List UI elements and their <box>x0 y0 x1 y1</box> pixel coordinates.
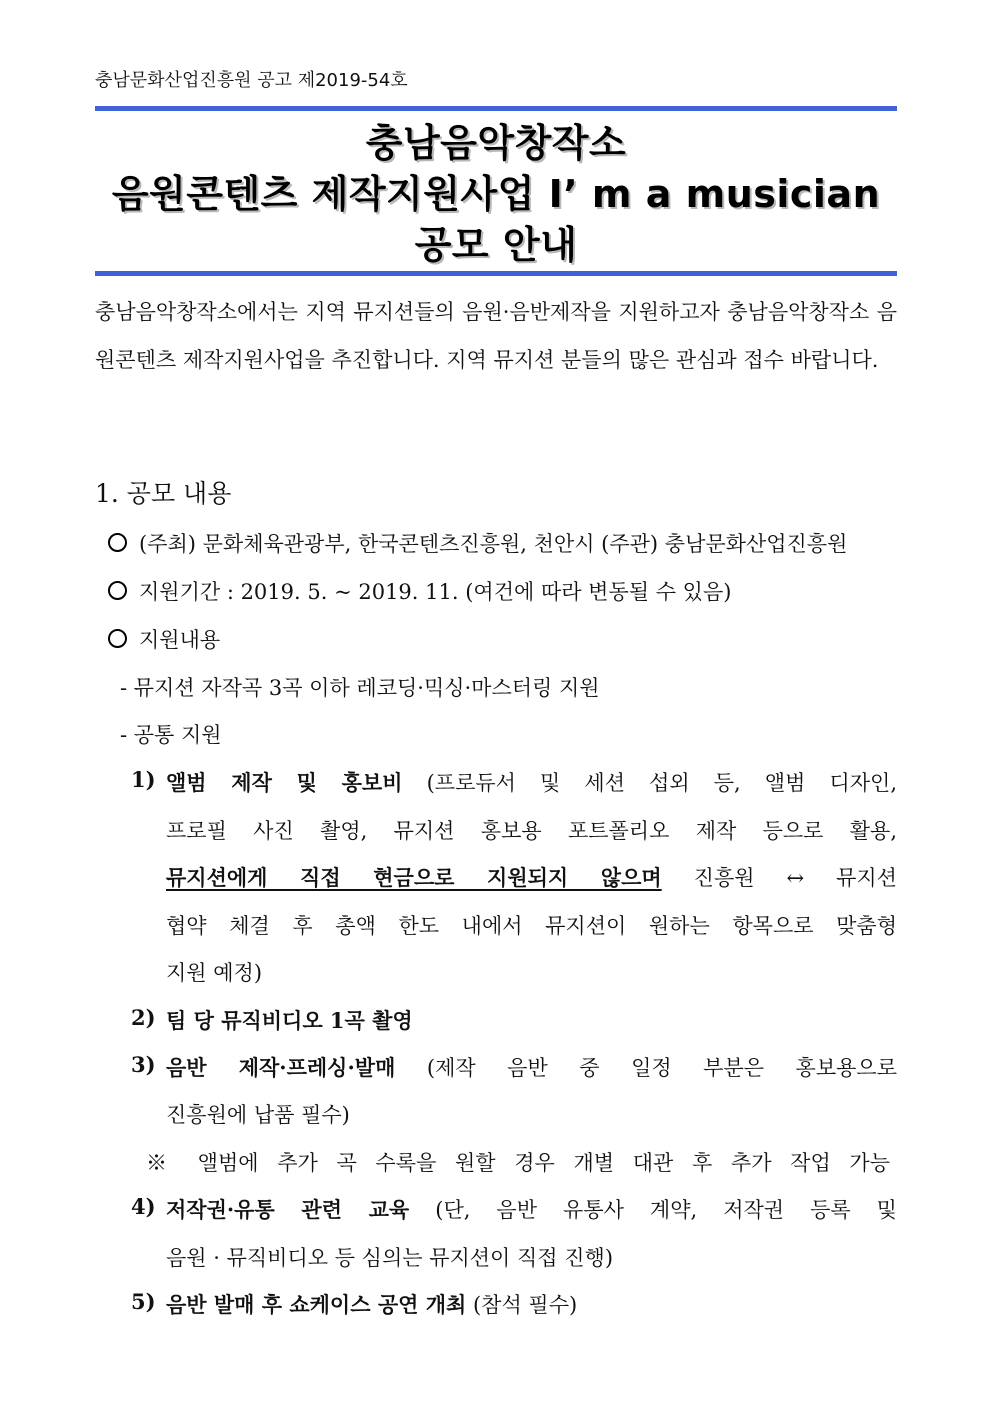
title-line-1: 충남음악창작소 <box>365 121 627 165</box>
underlined-note: 뮤지션에게 직접 현금으로 지원되지 않으며 <box>166 865 662 890</box>
item-text: (참석 필수) <box>472 1293 578 1317</box>
item-text: (프로듀서 및 세션 섭외 등, 앨범 디자인, <box>426 771 897 795</box>
bullet-text: 지원내용 <box>139 628 221 652</box>
item-1-line-2: 프로필 사진 촬영, 뮤지션 홍보용 포트폴리오 제작 등으로 활용, <box>166 819 897 843</box>
item-5-line-1 <box>166 1289 577 1319</box>
item-number: 1) <box>131 767 156 792</box>
section-heading: 1. 공모 내용 <box>95 479 232 508</box>
item-2-line-1: 팀 당 뮤직비디오 1곡 촬영 <box>166 1008 413 1033</box>
item-1-line-3 <box>166 862 897 892</box>
note-line: ※ 앨범에 추가 곡 수록을 원할 경우 개별 대관 후 추가 작업 가능 <box>146 1151 890 1175</box>
item-text: 진흥원 ↔ 뮤지션 <box>693 866 897 890</box>
item-text: (단, 음반 유통사 계약, 저작권 등록 및 <box>435 1198 897 1222</box>
item-bold: 음반 발매 후 쇼케이스 공연 개최 <box>166 1292 467 1317</box>
title-line-3: 공모 안내 <box>414 223 578 267</box>
item-1-line-1 <box>166 767 897 797</box>
item-1-line-5: 지원 예정) <box>166 961 263 985</box>
item-4-line-1 <box>166 1194 897 1224</box>
item-number: 2) <box>131 1005 156 1030</box>
item-1-line-4: 협약 체결 후 총액 한도 내에서 뮤지션이 원하는 항목으로 맞춤형 <box>166 914 897 938</box>
notice-number: 충남문화산업진흥원 공고 제2019-54호 <box>95 70 408 91</box>
title-line-2: 음원콘텐츠 제작지원사업 I’ m a musician <box>111 172 881 216</box>
dash-recording: - 뮤지션 자작곡 3곡 이하 레코딩·믹싱·마스터링 지원 <box>120 676 600 700</box>
intro-paragraph: 충남음악창작소에서는 지역 뮤지션들의 음원·음반제작을 지원하고자 충남음악창작소 음원콘텐츠 제작지원사업을 추진합니다. 지역 뮤지션 분들의 많은 관심과 접수 바랍니다. <box>95 300 897 372</box>
dash-common: - 공통 지원 <box>120 723 222 747</box>
item-3-line-1 <box>166 1052 897 1082</box>
bottom-rule <box>95 271 897 276</box>
bullet-text: (주최) 문화체육관광부, 한국콘텐츠진흥원, 천안시 (주관) 충남문화산업진흥원 <box>139 532 848 556</box>
item-number: 3) <box>131 1052 156 1077</box>
item-4-line-2: 음원 · 뮤직비디오 등 심의는 뮤지션이 직접 진행) <box>166 1246 614 1270</box>
bullet-host <box>108 528 847 558</box>
item-number: 5) <box>131 1289 156 1314</box>
circle-bullet-icon <box>108 629 127 648</box>
item-3-line-2: 진흥원에 납품 필수) <box>166 1103 350 1127</box>
bullet-period <box>108 576 731 606</box>
bullet-support <box>108 624 220 654</box>
item-bold: 음반 제작·프레싱·발매 <box>166 1055 396 1080</box>
bullet-text: 지원기간 : 2019. 5. ~ 2019. 11. (여건에 따라 변동될 수 있음) <box>139 580 732 604</box>
circle-bullet-icon <box>108 581 127 600</box>
page-title <box>95 118 897 271</box>
item-text: (제작 음반 중 일정 부분은 홍보용으로 <box>426 1056 897 1080</box>
top-rule <box>95 106 897 111</box>
item-bold: 앨범 제작 및 홍보비 <box>166 770 403 795</box>
circle-bullet-icon <box>108 533 127 552</box>
item-bold: 저작권·유통 관련 교육 <box>166 1197 410 1222</box>
item-number: 4) <box>131 1194 156 1219</box>
